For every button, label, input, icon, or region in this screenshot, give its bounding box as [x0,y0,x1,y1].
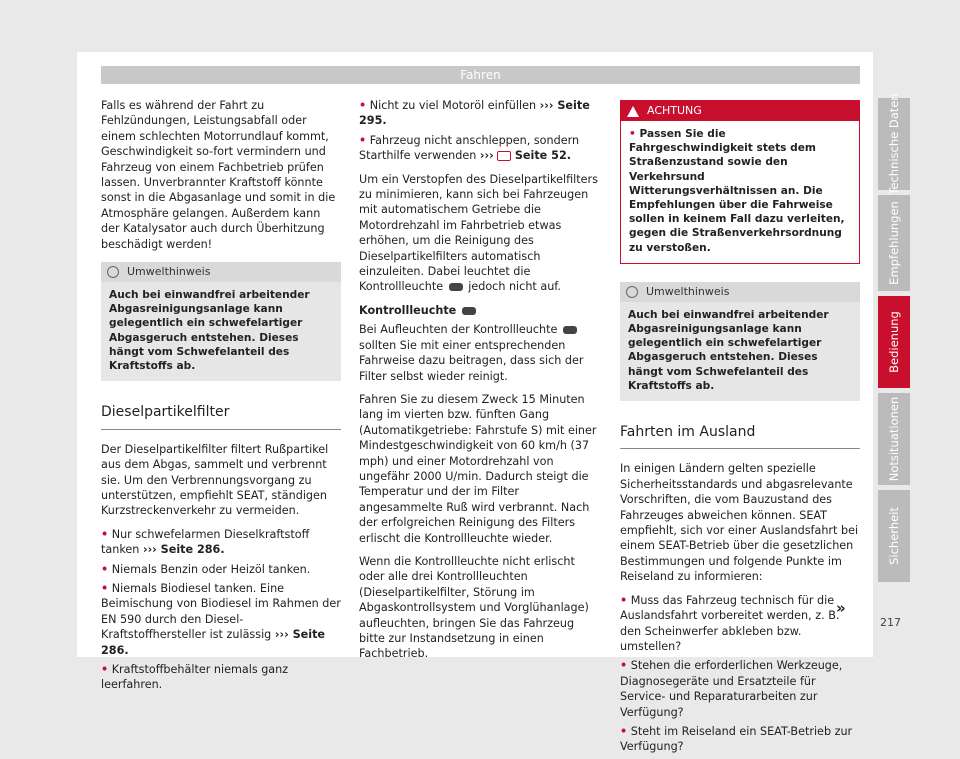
column-1 [101,98,341,697]
list-item: • Niemals Biodiesel tanken. Eine Beimischung von Biodiesel im Rahmen der EN 590 durch den Diesel-Kraftstoffhersteller ist zulässig ››› Seite 286. [101,581,341,657]
tab-bedienung[interactable]: Bedienung [878,296,910,388]
eco-icon [107,266,119,278]
paragraph: Fahren Sie zu diesem Zweck 15 Minuten lang im vierten bzw. fünften Gang (Automatikgetriebe: Fahrstufe S) mit einer Mindestgeschwindigkeit von 60 km/h (37 mph) und einer Motordrehzahl von ungefähr 2000 U/min. Dadurch steigt die Temperatur und der im Filter angesammelte Ruß wird verbrannt. Nach der erfolgreichen Reinigung des Filters erlischt die Kontrollleuchte wieder. [359,392,597,545]
section-title-dpf: Dieselpartikelfilter [101,399,341,429]
tab-notsituationen[interactable]: Notsituationen [878,393,910,485]
page-link[interactable]: ››› Seite 286. [142,543,225,557]
book-icon [497,151,511,161]
paragraph: Um ein Verstopfen des Dieselpartikelfilters zu minimieren, kann sich bei Fahrzeugen mit automatischem Getriebe die Motordrehzahl im Fahrbetrieb etwas erhöhen, um die Reinigung des Dieselpartikelfilters automatisch einzuleiten. Dabei leuchtet die Kontrollleuchte jedoch nicht auf. [359,172,598,294]
section-title-abroad: Fahrten im Ausland [620,419,860,449]
page-link[interactable]: Seite 52. [514,149,571,163]
dpf-warning-light-icon [462,307,476,315]
warning-text: • Passen Sie die Fahrgeschwindigkeit stets dem Straßenzustand sowie den Verkehrsund Witterungsverhältnissen an. Die Empfehlungen über die Fahrweise sollen in keinem Fall dazu verleiten, gegen die Straßenverkehrsordnung zu verstoßen. [621,121,859,263]
page-header: Fahren [101,66,860,84]
list-item: • Muss das Fahrzeug technisch für die Auslandsfahrt vorbereitet werden, z. B. den Scheinwerfer abkleben bzw. umstellen? [620,593,840,653]
paragraph: Wenn die Kontrollleuchte nicht erlischt oder alle drei Kontrollleuchten (Dieselpartikelfilter, Störung im Abgaskontrollsystem und Vorglühanlage) aufleuchten, bringen Sie das Fahrzeug bitte zur Instandsetzung in einen Fachbetrieb. [359,554,589,661]
dpf-warning-light-icon [563,326,577,334]
env-note-title: Umwelthinweis [646,284,730,298]
page-link[interactable]: ››› Seite 286. [101,628,326,657]
page-number: 217 [880,616,901,629]
warning-box [620,100,860,264]
tab-sicherheit[interactable]: Sicherheit [878,490,910,582]
env-note-text: Auch bei einwandfrei arbeitender Abgasreinigungsanlage kann gelegentlich ein schwefelartiger Abgasgeruch entstehen. Dieses hängt vom Schwefelanteil des Kraftstoffs ab. [628,308,829,392]
env-note-box [620,282,860,401]
warning-triangle-icon [627,106,639,117]
subheading: Kontrollleuchte [359,303,603,318]
list-item: • Nicht zu viel Motoröl einfüllen ››› Seite 295. [359,99,590,128]
env-note-text: Auch bei einwandfrei arbeitender Abgasreinigungsanlage kann gelegentlich ein schwefelartiger Abgasgeruch entstehen. Dieses hängt vom Schwefelanteil des Kraftstoffs ab. [109,289,310,373]
intro-paragraph: Falls es während der Fahrt zu Fehlzündungen, Leistungsabfall oder einem schlechten Motorrundlauf kommt, Geschwindigkeit so-fort vermindern und Fahrzeug von einem Fachbetrieb prüfen lassen. Unverbrannter Kraftstoff könnte sonst in die Abgasanlage und somit in die Atmosphäre gelangen. Außerdem kann der Katalysator auch durch Überhitzung beschädigt werden! [101,99,336,251]
env-note-header [620,282,860,302]
page-link[interactable]: ››› Seite 295. [359,99,590,128]
dpf-warning-light-icon [449,283,463,291]
paragraph: Bei Aufleuchten der Kontrollleuchte sollten Sie mit einer entsprechenden Fahrweise dazu beitragen, dass sich der Filter selbst wieder reinigt. [359,323,584,383]
env-note-box [101,262,341,381]
warning-title: ACHTUNG [647,104,702,117]
list-item: • Kraftstoffbehälter niemals ganz leerfahren. [101,662,289,692]
env-note-header [101,262,341,282]
list-item: • Nur schwefelarmen Dieselkraftstoff tanken ››› Seite 286. [101,527,310,557]
list-item: • Steht im Reiseland ein SEAT-Betrieb zur Verfügung? [620,724,853,754]
paragraph: In einigen Ländern gelten spezielle Sicherheitsstandards und abgasrelevante Vorschriften, die vom Bauzustand des Fahrzeuges abweichen können. SEAT empfiehlt, sich vor einer Auslandsfahrt bei einem SEAT-Betrieb über die gesetzlichen Bestimmungen und folgende Punkte im Reiseland zu informieren: [620,462,859,584]
dpf-paragraph: Der Dieselpartikelfilter filtert Rußpartikel aus dem Abgas, sammelt und verbrennt sie. Um den Verbrennungsvorgang zu unterstützen, empfiehlt SEAT, ständigen Kurzstreckenverkehr zu vermeiden. [101,442,329,518]
column-3 [620,100,860,759]
env-note-title: Umwelthinweis [127,265,211,279]
list-item: • Fahrzeug nicht anschleppen, sondern Starthilfe verwenden ››› Seite 52. [359,133,580,163]
tab-empfehlungen[interactable]: Empfehlungen [878,195,910,291]
tab-technische-daten[interactable]: Technische Daten [878,98,910,190]
list-item: • Niemals Benzin oder Heizöl tanken. [101,562,311,576]
continue-arrow: » [836,599,846,617]
warning-header [621,101,859,121]
eco-icon [626,286,638,298]
list-item: • Stehen die erforderlichen Werkzeuge, Diagnosegeräte und Ersatzteile für Service- und Reparaturarbeiten zur Verfügung? [620,659,843,719]
column-2 [359,98,603,670]
